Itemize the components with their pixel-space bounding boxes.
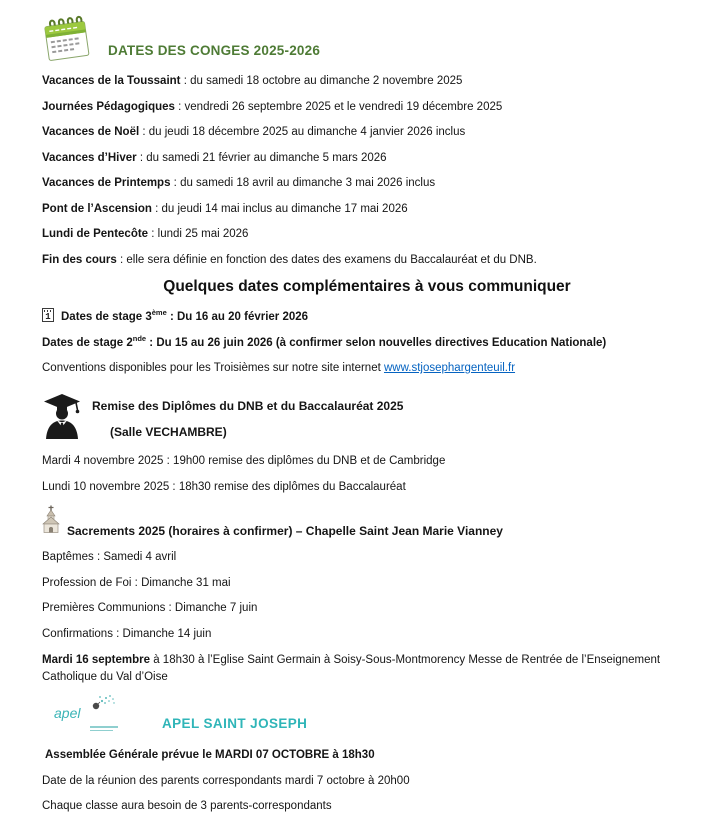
complementaires-heading: Quelques dates complémentaires à vous communiquer: [163, 278, 571, 295]
apel-parents-line: Chaque classe aura besoin de 3 parents-correspondants: [42, 800, 332, 812]
apel-header: [42, 694, 692, 738]
diplomes-line-bac: Lundi 10 novembre 2025 : 18h30 remise des diplômes du Baccalauréat: [42, 480, 406, 493]
conges-header: [42, 12, 692, 64]
conventions-line: Conventions disponibles pour les Troisièmes sur notre site internet www.stjosephargenteuil.fr: [42, 362, 516, 374]
diplomes-line-dnb: Mardi 4 novembre 2025 : 19h00 remise des diplômes du DNB et de Cambridge: [42, 455, 446, 467]
website-link[interactable]: www.stjosephargenteuil.fr: [383, 362, 516, 374]
conges-item-toussaint: Vacances de la Toussaint : du samedi 18 octobre au dimanche 2 novembre 2025: [42, 75, 463, 87]
diplomes-header: [42, 393, 692, 444]
superscript-eme: ème: [151, 308, 167, 318]
diplomes-subtitle: (Salle VECHAMBRE): [110, 424, 227, 439]
conges-item-pentecote: Lundi de Pentecôte : lundi 25 mai 2026: [42, 228, 249, 240]
apel-title: APEL SAINT JOSEPH: [162, 716, 308, 731]
conges-item-hiver: Vacances d’Hiver : du samedi 21 février au dimanche 5 mars 2026: [42, 151, 387, 164]
church-icon: [42, 505, 60, 538]
apel-logo-burst-icon: [84, 694, 128, 721]
conges-item-printemps: Vacances de Printemps : du samedi 18 avril au dimanche 3 mai 2026 inclus: [42, 177, 436, 189]
mini-calendar-icon: 1: [42, 308, 54, 322]
conges-title: DATES DES CONGES 2025-2026: [108, 43, 321, 58]
sacrements-title: Sacrements 2025 (horaires à confirmer) – Chapelle Saint Jean Marie Vianney: [67, 524, 503, 538]
conges-item-ascension: Pont de l’Ascension : du jeudi 14 mai inclus au dimanche 17 mai 2026: [42, 202, 408, 215]
calendar-icon: [42, 12, 92, 64]
sacrements-header: [42, 505, 692, 538]
conges-item-pedagogiques: Journées Pédagogiques : vendredi 26 septembre 2025 et le vendredi 19 décembre 2025: [42, 100, 503, 113]
graduate-icon: [42, 393, 82, 444]
apel-logo: [48, 694, 136, 738]
diplomes-titles: [92, 399, 403, 439]
sacrement-baptemes: Baptêmes : Samedi 4 avril: [42, 551, 177, 563]
sacrement-communions: Premières Communions : Dimanche 7 juin: [42, 602, 258, 614]
apel-reunion-line: Date de la réunion des parents correspondants mardi 7 octobre à 20h00: [42, 774, 410, 787]
conges-item-noel: Vacances de Noël : du jeudi 18 décembre 2025 au dimanche 4 janvier 2026 inclus: [42, 126, 466, 138]
sacrement-profession-de-foi: Profession de Foi : Dimanche 31 mai: [42, 576, 231, 589]
stage-2nde-line: Dates de stage 2nde : Du 15 au 26 juin 2026 (à confirmer selon nouvelles directives Education Nationale): [42, 333, 607, 349]
messe-rentree-paragraph: Mardi 16 septembre à 18h30 à l’Eglise Saint Germain à Soisy-Sous-Montmorency Messe de Rentrée de l’Enseignement Catholique du Val d’Oise: [42, 654, 661, 683]
conges-item-fin-des-cours: Fin des cours : elle sera définie en fonction des dates des examens du Baccalauréat et du DNB.: [42, 253, 537, 266]
superscript-nde: nde: [132, 333, 147, 343]
stage-3eme-line: 1 Dates de stage 3ème : Du 16 au 20 février 2026: [42, 308, 692, 324]
sacrement-confirmations: Confirmations : Dimanche 14 juin: [42, 627, 212, 640]
diplomes-title: Remise des Diplômes du DNB et du Baccalauréat 2025: [92, 398, 404, 413]
apel-assemblee-line: Assemblée Générale prévue le MARDI 07 OCTOBRE à 18h30: [45, 749, 375, 761]
apel-logo-text: apel: [54, 705, 81, 721]
apel-logo-tagline: [90, 726, 118, 733]
